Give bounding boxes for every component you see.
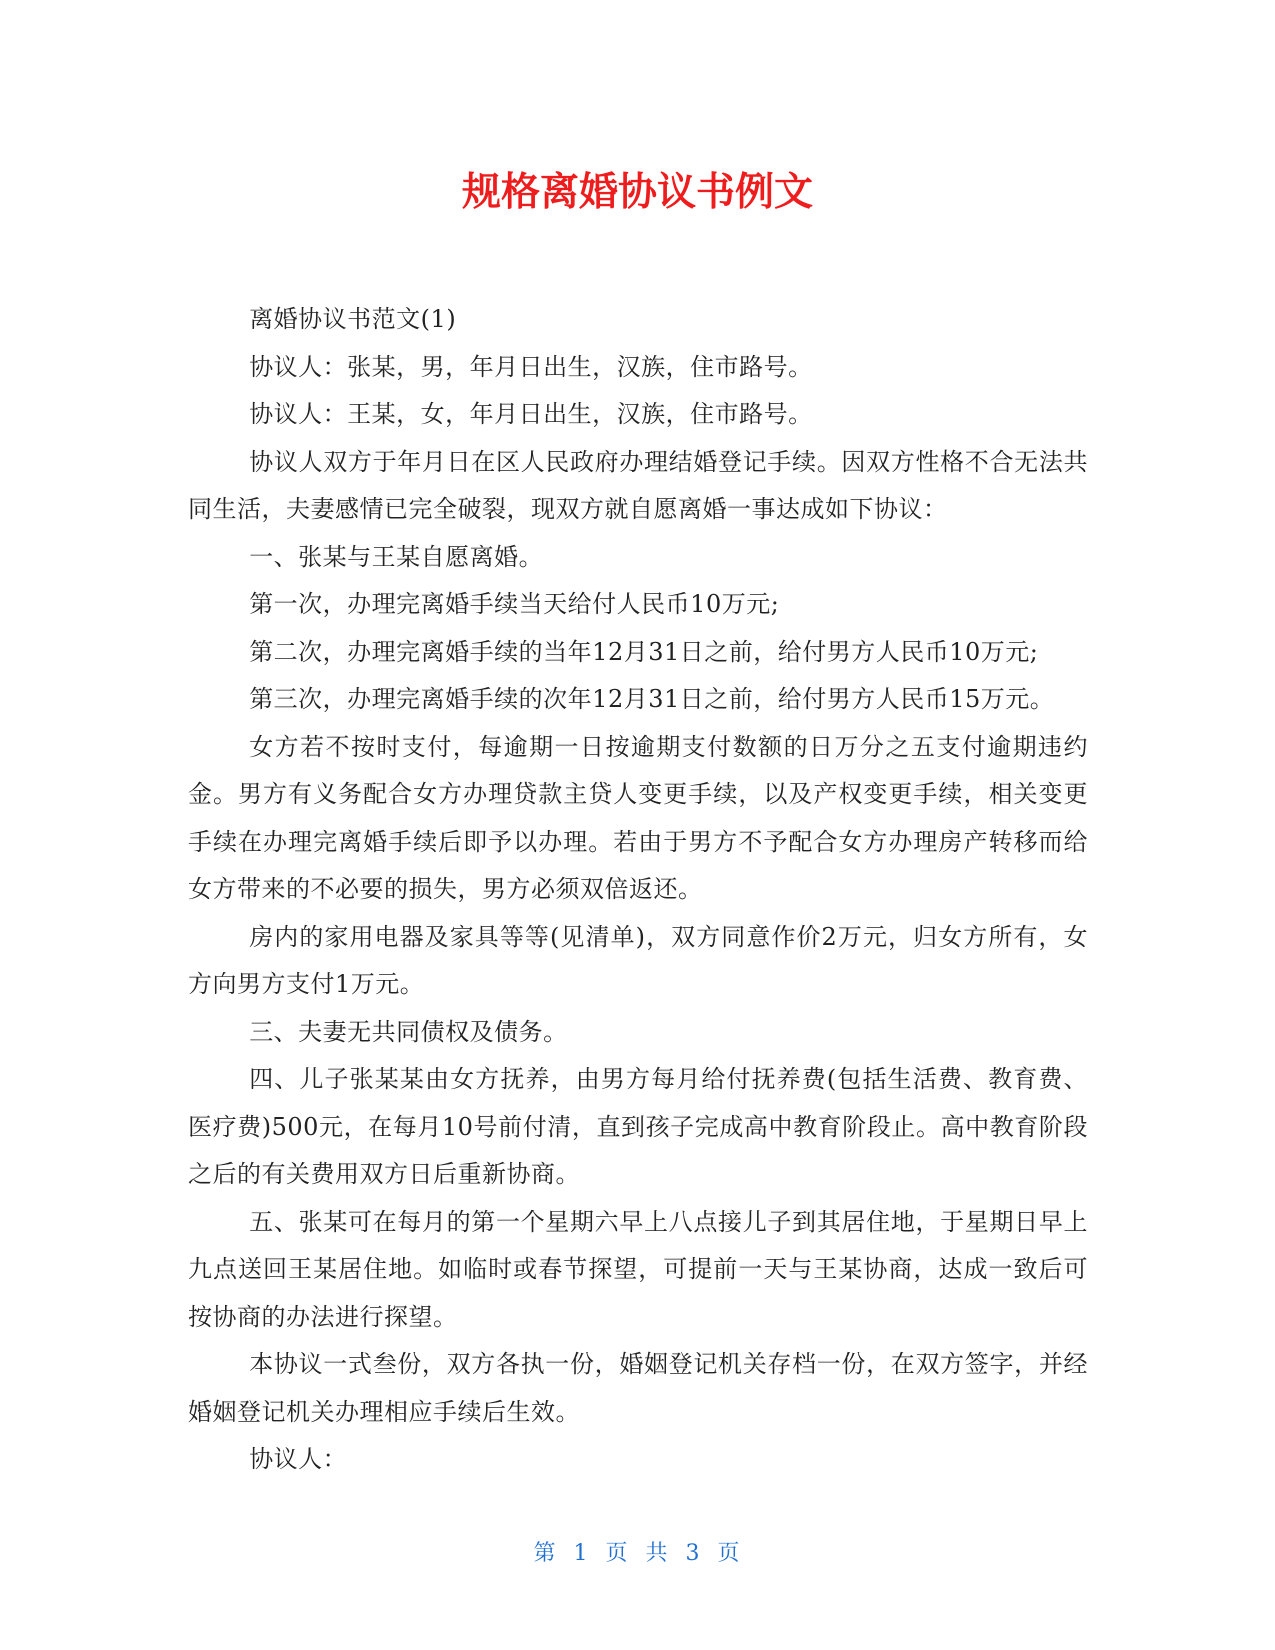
total-label: 共 [645,1541,670,1566]
paragraph: 一、张某与王某自愿离婚。 [249,542,544,571]
paragraph: 房内的家用电器及家具等等(见清单)，双方同意作价2万元，归女方所有，女方向男方支付1万元。 [188,922,1088,998]
paragraph: 第一次，办理完离婚手续当天给付人民币10万元; [249,590,780,618]
page-unit: 页 [605,1541,630,1566]
total-unit: 页 [717,1541,742,1566]
paragraph: 第二次，办理完离婚手续的当年12月31日之前，给付男方人民币10万元; [249,637,1039,666]
document-body [188,296,1088,1484]
paragraph: 协议人：王某，女，年月日出生，汉族，住市路号。 [249,400,813,428]
page-number: 1 [573,1541,590,1566]
page-label: 第 [533,1541,558,1566]
paragraph: 协议人：张某，男，年月日出生，汉族，住市路号。 [249,352,813,381]
paragraph: 第三次，办理完离婚手续的次年12月31日之前，给付男方人民币15万元。 [249,685,1055,713]
paragraph: 离婚协议书范文(1) [249,305,457,333]
total-pages: 3 [685,1541,702,1566]
paragraph: 三、夫妻无共同债权及债务。 [249,1017,568,1046]
paragraph: 协议人双方于年月日在区人民政府办理结婚登记手续。因双方性格不合无法共同生活，夫妻感情已完全破裂，现双方就自愿离婚一事达成如下协议： [188,447,1088,523]
paragraph: 四、儿子张某某由女方抚养，由男方每月给付抚养费(包括生活费、教育费、医疗费)500元，在每月10号前付清，直到孩子完成高中教育阶段止。高中教育阶段之后的有关费用双方日后重新协商。 [188,1065,1088,1188]
paragraph: 本协议一式叁份，双方各执一份，婚姻登记机关存档一份，在双方签字，并经婚姻登记机关办理相应手续后生效。 [188,1350,1088,1426]
page-footer [0,1536,1275,1567]
paragraph: 协议人： [249,1445,348,1473]
paragraph: 女方若不按时支付，每逾期一日按逾期支付数额的日万分之五支付逾期违约金。男方有义务配合女方办理贷款主贷人变更手续，以及产权变更手续，相关变更手续在办理完离婚手续后即予以办理。若由于男方不予配合女方办理房产转移而给女方带来的不必要的损失，男方必须双倍返还。 [188,732,1088,903]
document-title: 规格离婚协议书例文 [461,170,813,215]
paragraph: 五、张某可在每月的第一个星期六早上八点接儿子到其居住地，于星期日早上九点送回王某居住地。如临时或春节探望，可提前一天与王某协商，达成一致后可按协商的办法进行探望。 [188,1207,1088,1331]
